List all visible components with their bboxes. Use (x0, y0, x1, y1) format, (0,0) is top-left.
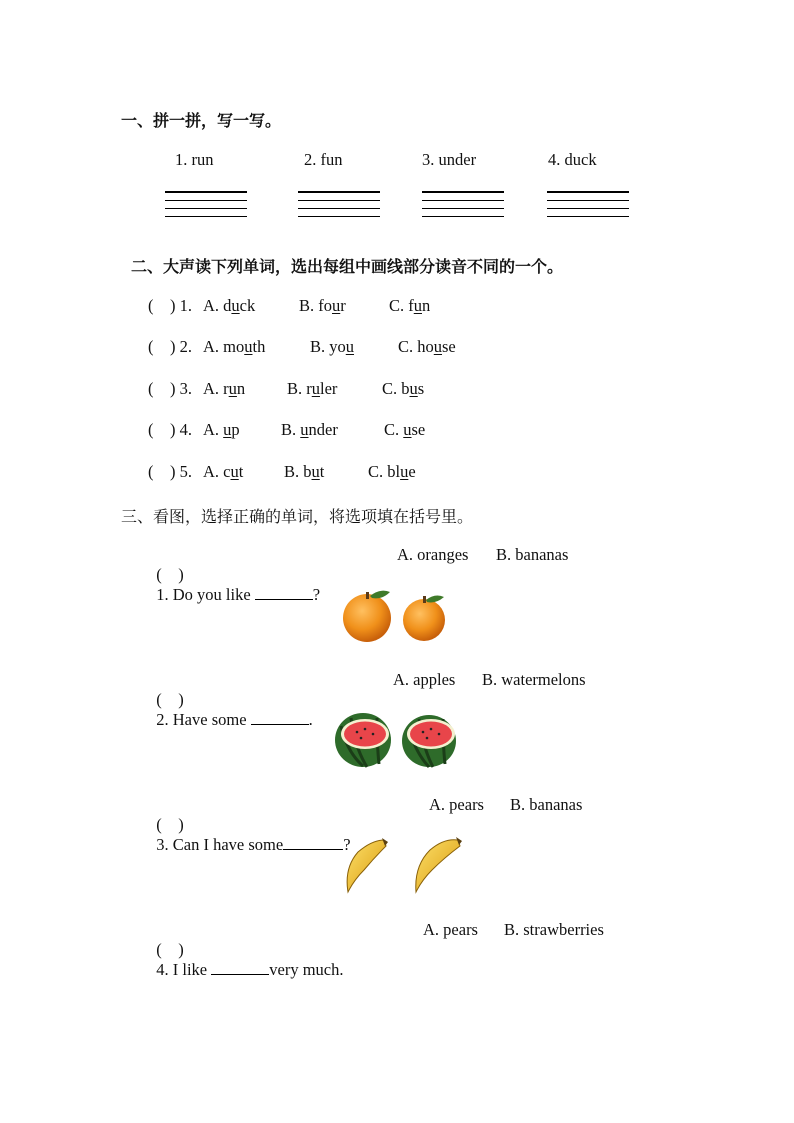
option-text: A. d (203, 296, 232, 315)
section2-title: 二、大声读下列单词，选出每组中画线部分读音不同的一个。 (131, 257, 564, 276)
question-number: 2. (179, 337, 192, 356)
underlined-letter: u (413, 296, 422, 315)
question-number: 1. (179, 296, 192, 315)
writing-lines-3[interactable] (422, 191, 504, 224)
option-text: A. r (203, 379, 229, 398)
option-text: ler (320, 379, 338, 398)
option-text: s (417, 379, 425, 398)
option-text: th (252, 337, 266, 356)
s3-option-b-1: B. bananas (496, 545, 569, 564)
underlined-letter: u (332, 296, 341, 315)
option-text: A. c (203, 462, 231, 481)
option-text: ck (239, 296, 256, 315)
s2-option-c-2 (398, 337, 456, 357)
word-4: 4. duck (548, 150, 597, 169)
underlined-letter: u (223, 420, 232, 439)
writing-lines-1[interactable] (165, 191, 247, 224)
s2-option-b-5 (284, 462, 324, 482)
orange-icon (340, 588, 452, 644)
answer-paren[interactable]: ( ) (148, 337, 176, 356)
option-text: C. b (382, 379, 410, 398)
s2-question-3 (148, 379, 192, 399)
s3-question-2: ( ) 2. Have some . (156, 690, 313, 729)
watermelon-icon (333, 712, 459, 770)
option-text: B. yo (310, 337, 346, 356)
underlined-letter: u (345, 337, 355, 356)
underlined-letter: u (403, 420, 412, 439)
underlined-letter: u (311, 379, 320, 398)
s3-option-a-4: A. pears (423, 920, 478, 939)
option-text: A. mo (203, 337, 245, 356)
option-text: B. b (284, 462, 312, 481)
s2-option-c-3 (382, 379, 424, 399)
s2-option-a-1 (203, 296, 255, 316)
underlined-letter: u (433, 337, 443, 356)
s2-option-b-1 (299, 296, 346, 316)
s2-option-b-4 (281, 420, 338, 440)
word-1: 1. run (175, 150, 214, 169)
option-text: se (411, 420, 426, 439)
option-text: t (319, 462, 325, 481)
question-number: 5. (179, 462, 192, 481)
s2-question-5 (148, 462, 192, 482)
s3-option-b-2: B. watermelons (482, 670, 586, 689)
s3-option-b-3: B. bananas (510, 795, 583, 814)
s2-option-a-2 (203, 337, 265, 357)
s2-option-b-3 (287, 379, 337, 399)
option-text: t (238, 462, 244, 481)
underlined-letter: u (244, 337, 253, 356)
answer-paren[interactable]: ( ) (156, 690, 184, 709)
s2-option-a-3 (203, 379, 245, 399)
underlined-letter: u (400, 462, 409, 481)
underlined-letter: u (228, 379, 237, 398)
word-3: 3. under (422, 150, 477, 169)
s3-option-a-2: A. apples (393, 670, 456, 689)
option-text: e (408, 462, 416, 481)
answer-paren[interactable]: ( ) (156, 940, 184, 959)
s2-option-b-2 (310, 337, 354, 357)
fill-blank[interactable] (211, 973, 269, 975)
s3-question-1: ( ) 1. Do you like ? (156, 565, 321, 604)
option-text: se (442, 337, 456, 356)
s3-option-a-1: A. oranges (397, 545, 469, 564)
underlined-letter: u (230, 462, 239, 481)
answer-paren[interactable]: ( ) (156, 815, 184, 834)
underlined-letter: u (300, 420, 309, 439)
answer-paren[interactable]: ( ) (148, 296, 176, 315)
s2-option-a-4 (203, 420, 240, 440)
fill-blank[interactable] (255, 598, 313, 600)
underlined-letter: u (311, 462, 320, 481)
answer-paren[interactable]: ( ) (148, 420, 176, 439)
banana-icon (336, 834, 464, 896)
option-text: p (231, 420, 240, 439)
underlined-letter: u (231, 296, 240, 315)
option-text: nder (308, 420, 338, 439)
s3-question-3: ( ) 3. Can I have some ? (156, 815, 351, 854)
underlined-letter: u (409, 379, 418, 398)
writing-lines-4[interactable] (547, 191, 629, 224)
answer-paren[interactable]: ( ) (148, 462, 176, 481)
fill-blank[interactable] (251, 723, 309, 725)
option-text: A. (203, 420, 224, 439)
fill-blank[interactable] (283, 848, 343, 850)
section3-title: 三、看图，选择正确的单词，将选项填在括号里。 (121, 507, 474, 526)
s3-question-4: ( ) 4. I like very much. (156, 940, 344, 979)
writing-lines-2[interactable] (298, 191, 380, 224)
option-text: n (236, 379, 246, 398)
s3-option-a-3: A. pears (429, 795, 484, 814)
section1-title: 一、拼一拼，写一写。 (121, 111, 282, 130)
question-number: 4. (179, 420, 192, 439)
option-text: B. fo (299, 296, 332, 315)
s2-option-c-1 (389, 296, 430, 316)
option-text: B. r (287, 379, 312, 398)
s2-option-a-5 (203, 462, 243, 482)
option-text: C. f (389, 296, 414, 315)
s3-option-b-4: B. strawberries (504, 920, 604, 939)
answer-paren[interactable]: ( ) (156, 565, 184, 584)
question-number: 3. (179, 379, 192, 398)
s2-question-4 (148, 420, 192, 440)
word-2: 2. fun (304, 150, 343, 169)
option-text: C. bl (368, 462, 401, 481)
s2-option-c-4 (384, 420, 425, 440)
option-text: r (340, 296, 346, 315)
s2-question-2 (148, 337, 192, 357)
option-text: C. ho (398, 337, 434, 356)
option-text: B. (281, 420, 301, 439)
s2-option-c-5 (368, 462, 416, 482)
answer-paren[interactable]: ( ) (148, 379, 176, 398)
option-text: C. (384, 420, 404, 439)
option-text: n (422, 296, 431, 315)
s2-question-1 (148, 296, 192, 316)
